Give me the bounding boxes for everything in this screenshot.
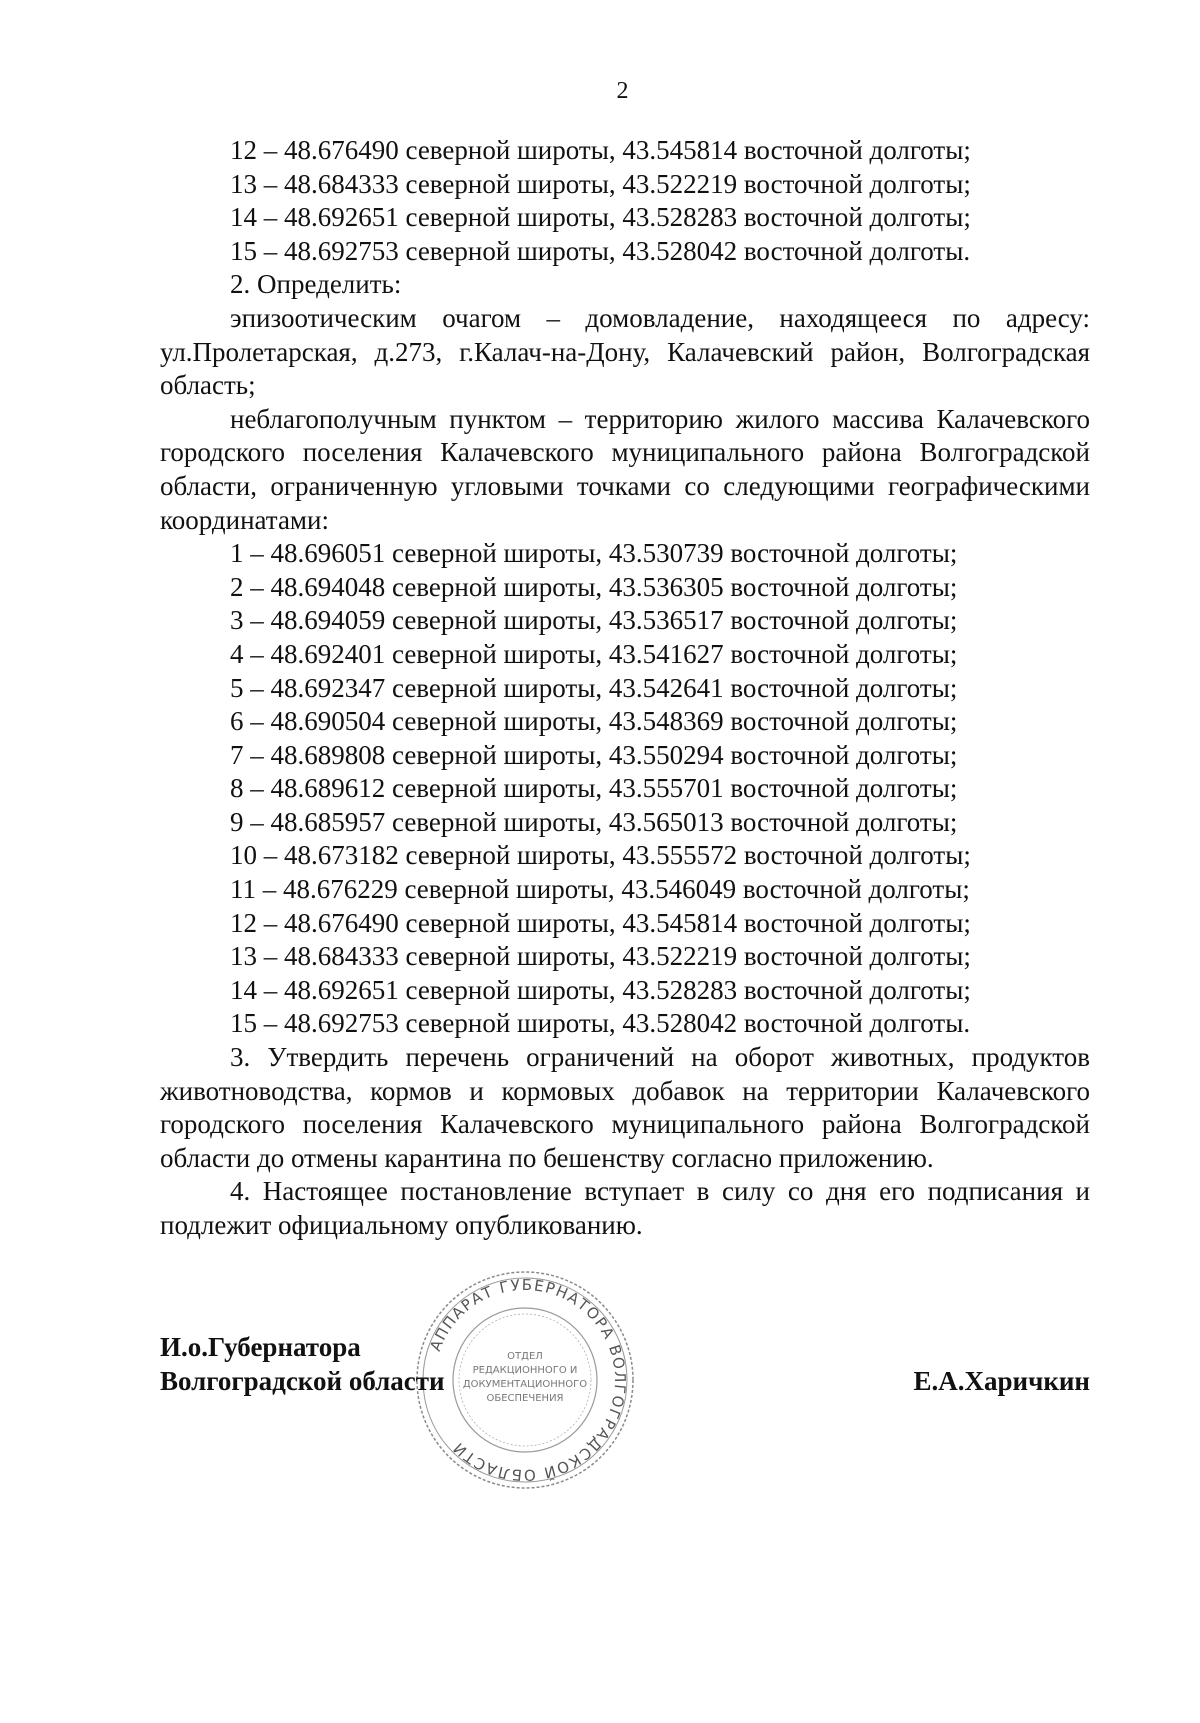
coordinate-line: 12 – 48.676490 северной широты, 43.545814 восточной долготы; [230,135,971,165]
coordinate-line: 12 – 48.676490 северной широты, 43.545814 восточной долготы; [230,907,971,938]
coordinate-line: 6 – 48.690504 северной широты, 43.548369 восточной долготы; [230,706,958,737]
coordinate-line: 5 – 48.692347 северной широты, 43.542641 восточной долготы; [230,672,958,703]
signatory-title [160,1330,445,1398]
coordinate-line: 10 – 48.673182 северной широты, 43.555572 восточной долготы; [230,840,971,871]
item-2-heading: 2. Определить: [230,269,402,300]
coordinate-line: 13 – 48.684333 северной широты, 43.522219 восточной долготы; [230,168,971,199]
coordinate-line: 15 – 48.692753 северной широты, 43.528042 восточной долготы. [230,1008,971,1039]
signatory-title-line: Волгоградской области [160,1366,445,1396]
coordinate-line: 1 – 48.696051 северной широты, 43.530739 восточной долготы; [230,538,958,569]
unfavorable-point-paragraph: неблагополучным пунктом – территорию жилого массива Калачевского городского поселения Калачевского муниципального района Волгоградской области, ограниченную угловыми точками со следующими географическими координатами: [160,403,1090,535]
coordinate-line: 7 – 48.689808 северной широты, 43.550294 восточной долготы; [230,739,958,770]
signature-block [160,1318,1090,1478]
coordinate-line: 3 – 48.694059 северной широты, 43.536517 восточной долготы; [230,605,958,636]
stamp-outer-text: АППАРАТ ГУБЕРНАТОРА ВОЛГОГРАДСКОЙ ОБЛАСТИ [426,1275,630,1485]
coordinate-line: 4 – 48.692401 северной широты, 43.541627 восточной долготы; [230,638,958,669]
signatory-title-line: И.о.Губернатора [160,1332,361,1362]
item-4-paragraph: 4. Настоящее постановление вступает в силу со дня его подписания и подлежит официальному опубликованию. [160,1176,1090,1240]
document-body [160,134,1090,1243]
coordinate-line: 2 – 48.694048 северной широты, 43.536305 восточной долготы; [230,571,958,602]
coordinate-line: 14 – 48.692651 северной широты, 43.528283 восточной долготы; [230,202,971,233]
focus-paragraph: эпизоотическим очагом – домовладение, находящееся по адресу: ул.Пролетарская, д.273, г.Калач-на-Дону, Калачевский район, Волгоградская область; [160,302,1090,401]
item-3-paragraph: 3. Утвердить перечень ограничений на оборот животных, продуктов животноводства, кормов и кормовых добавок на территории Калачевского городского поселения Калачевского муниципального района Волгоградской области до отмены карантина по бешенству согласно приложению. [160,1042,1090,1173]
coordinate-line: 14 – 48.692651 северной широты, 43.528283 восточной долготы; [230,974,971,1005]
coordinates-list-second [160,537,1090,1041]
stamp-inner-line: РЕДАКЦИОННОГО И [472,1365,578,1376]
stamp-inner-line: ОБЕСПЕЧЕНИЯ [486,1393,564,1404]
coordinate-line: 13 – 48.684333 северной широты, 43.522219 восточной долготы; [230,941,971,972]
coordinate-line: 15 – 48.692753 северной широты, 43.528042 восточной долготы. [230,235,971,266]
stamp-inner-line: ОТДЕЛ [507,1351,543,1362]
coordinates-list-first [160,134,1090,268]
stamp-inner-line: ДОКУМЕНТАЦИОННОГО [462,1379,588,1390]
coordinate-line: 9 – 48.685957 северной широты, 43.565013 восточной долготы; [230,806,958,837]
page-number: 2 [616,78,629,104]
coordinate-line: 11 – 48.676229 северной широты, 43.546049 восточной долготы; [230,874,970,905]
coordinate-line: 8 – 48.689612 северной широты, 43.555701 восточной долготы; [230,773,958,804]
signatory-name: Е.А.Харичкин [913,1366,1090,1396]
